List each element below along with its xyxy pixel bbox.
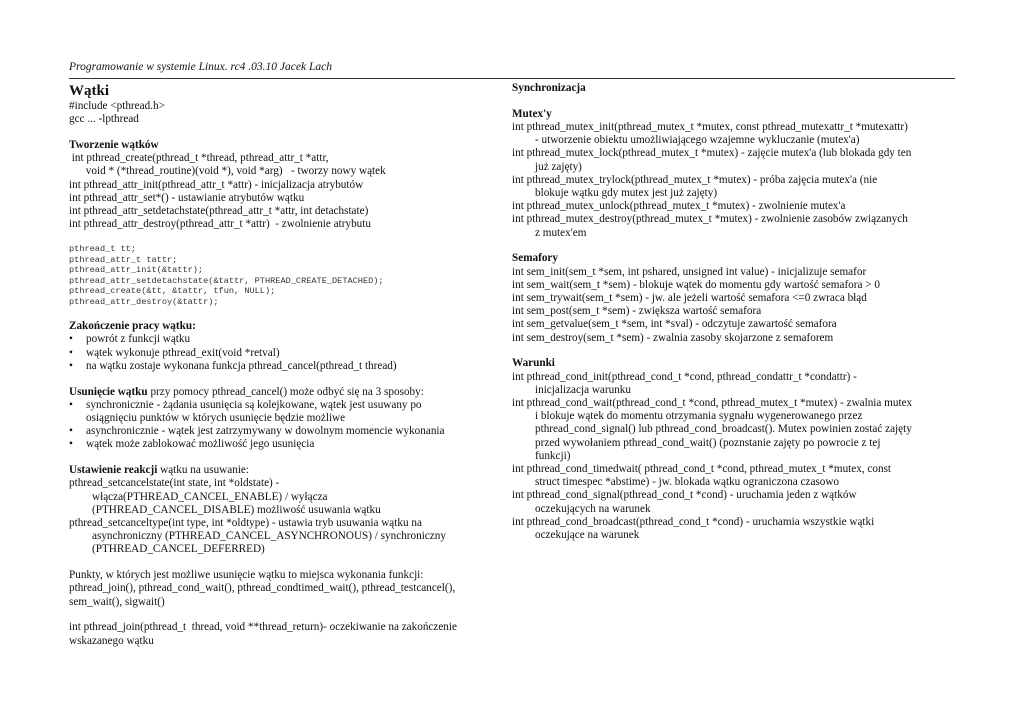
cond-line: int pthread_cond_broadcast(pthread_cond_t *cond) - uruchamia wszystkie wątki bbox=[512, 515, 875, 528]
cond-line: int pthread_cond_timedwait( pthread_cond_t *cond, pthread_mutex_t *mutex, const bbox=[512, 463, 892, 476]
cond-line: struct timespec *abstime) - jw. blokada wątku ograniczona czasowo bbox=[535, 476, 840, 489]
mutex-line: int pthread_mutex_unlock(pthread_mutex_t *mutex) - zwolnienie mutex'a bbox=[512, 200, 846, 213]
semaphore-line: int sem_post(sem_t *sem) - zwiększa wartość semafora bbox=[512, 305, 762, 318]
cancel-points-line: sem_wait(), sigwait() bbox=[69, 595, 165, 608]
creation-line: int pthread_attr_set*() - ustawianie atrybutów wątku bbox=[69, 191, 305, 204]
include-line: #include <pthread.h> bbox=[69, 100, 165, 112]
reaction-line: asynchroniczny (PTHREAD_CANCEL_ASYNCHRONOUS) / synchroniczny bbox=[92, 530, 446, 543]
header-divider bbox=[69, 78, 955, 79]
mutex-line: z mutex'em bbox=[535, 226, 587, 239]
cond-line: int pthread_cond_wait(pthread_cond_t *cond, pthread_mutex_t *mutex) - zwalnia mutex bbox=[512, 397, 913, 410]
semaphore-line: int sem_getvalue(sem_t *sem, int *sval) - odczytuje zawartość semafora bbox=[512, 318, 837, 331]
cond-line: przed wywołaniem pthread_cond_wait() (poznstanie zajęty po powrocie z tej bbox=[535, 436, 881, 449]
sync-heading: Synchronizacja bbox=[512, 82, 586, 94]
semaphore-line: int sem_destroy(sem_t *sem) - zwalnia zasoby skojarzone z semaforem bbox=[512, 331, 834, 344]
mutex-line: int pthread_mutex_trylock(pthread_mutex_t *mutex) - próba zajęcia mutex'a (nie bbox=[512, 173, 878, 186]
semaphores-heading: Semafory bbox=[512, 252, 558, 265]
list-item: • wątek może zablokować możliwość jego usunięcia bbox=[69, 438, 501, 451]
reaction-line: (PTHREAD_CANCEL_DEFERRED) bbox=[92, 543, 265, 556]
list-item: • na wątku zostaje wykonana funkcja pthread_cancel(pthread_t thread) bbox=[69, 360, 501, 373]
code-line: pthread_t tt; bbox=[69, 244, 137, 255]
reaction-line: pthread_setcancelstate(int state, int *oldstate) - bbox=[69, 477, 280, 490]
creation-line: int pthread_attr_destroy(pthread_attr_t *attr) - zwolnienie atrybutu bbox=[69, 218, 371, 231]
code-line: pthread_create(&tt, &tattr, tfun, NULL); bbox=[69, 286, 276, 297]
reaction-line: pthread_setcanceltype(int type, int *oldtype) - ustawia tryb usuwania wątku na bbox=[69, 517, 422, 529]
termination-heading: Zakończenie pracy wątku: bbox=[69, 320, 196, 333]
cond-line: int pthread_cond_init(pthread_cond_t *cond, pthread_condattr_t *condattr) - bbox=[512, 370, 857, 383]
section-title-threads: Wątki bbox=[69, 83, 110, 99]
cond-line: oczekujących na warunek bbox=[535, 502, 651, 515]
mutex-line: int pthread_mutex_lock(pthread_mutex_t *mutex) - zajęcie mutex'a (lub blokada gdy ten bbox=[512, 147, 912, 160]
termination-list bbox=[69, 333, 501, 373]
list-item: • synchronicznie - żądania usunięcia są kolejkowane, wątek jest usuwany po osiągnięciu punktów w których usunięcie będzie możliwe bbox=[69, 399, 501, 425]
creation-heading: Tworzenie wątków bbox=[69, 139, 159, 151]
semaphore-line: int sem_trywait(sem_t *sem) - jw. ale jeżeli wartość semafora <=0 zwraca błąd bbox=[512, 292, 867, 305]
creation-line: int pthread_attr_setdetachstate(pthread_attr_t *attr, int detachstate) bbox=[69, 205, 369, 218]
cond-line: oczekujące na warunek bbox=[535, 529, 640, 542]
semaphore-line: int sem_init(sem_t *sem, int pshared, unsigned int value) - inicjalizuje semafor bbox=[512, 265, 867, 278]
cond-line: funkcji) bbox=[535, 449, 571, 462]
mutex-line: int pthread_mutex_destroy(pthread_mutex_t *mutex) - zwolnienie zasobów związanych bbox=[512, 213, 908, 226]
cond-line: int pthread_cond_signal(pthread_cond_t *cond) - uruchamia jeden z wątków bbox=[512, 489, 857, 502]
code-line: pthread_attr_setdetachstate(&tattr, PTHREAD_CREATE_DETACHED); bbox=[69, 275, 384, 286]
conditions-heading: Warunki bbox=[512, 357, 555, 370]
cancel-heading: Usunięcie wątku przy pomocy pthread_cancel() może odbyć się na 3 sposoby: bbox=[69, 385, 424, 398]
cond-line: i blokuje wątek do momentu otrzymania sygnału wygenerowanego przez bbox=[535, 410, 863, 423]
mutex-line: - utworzenie obiektu umożliwiającego wzajemne wykluczanie (mutex'a) bbox=[535, 134, 860, 147]
left-column bbox=[69, 82, 501, 648]
cancel-points-line: pthread_join(), pthread_cond_wait(), pthread_condtimed_wait(), pthread_testcancel(), bbox=[69, 582, 456, 595]
creation-line: void * (*thread_routine)(void *), void *arg) - tworzy nowy wątek bbox=[69, 165, 386, 178]
join-line: int pthread_join(pthread_t thread, void **thread_return)- oczekiwanie na zakończenie bbox=[69, 621, 457, 634]
cancel-points-line: Punkty, w których jest możliwe usunięcie wątku to miejsca wykonania funkcji: bbox=[69, 569, 424, 582]
cancel-list bbox=[69, 399, 501, 452]
reaction-heading: Ustawienie reakcji wątku na usuwanie: bbox=[69, 464, 249, 477]
cond-line: inicjalizacja warunku bbox=[535, 383, 631, 396]
code-example bbox=[69, 244, 501, 308]
mutex-line: int pthread_mutex_init(pthread_mutex_t *mutex, const pthread_mutexattr_t *mutexattr) bbox=[512, 121, 908, 133]
document-header: Programowanie w systemie Linux. rc4 .03.10 Jacek Lach bbox=[69, 61, 332, 73]
reaction-line: włącza(PTHREAD_CANCEL_ENABLE) / wyłącza bbox=[92, 490, 328, 503]
code-line: pthread_attr_init(&tattr); bbox=[69, 265, 204, 276]
mutex-line: blokuje wątku gdy mutex jest już zajęty) bbox=[535, 187, 718, 200]
cond-line: pthread_cond_signal() lub pthread_cond_broadcast(). Mutex powinien zostać zajęty bbox=[535, 423, 912, 436]
list-item: • wątek wykonuje pthread_exit(void *retval) bbox=[69, 347, 501, 360]
right-column bbox=[512, 82, 957, 542]
creation-line: int pthread_create(pthread_t *thread, pthread_attr_t *attr, bbox=[69, 152, 329, 165]
gcc-line: gcc ... -lpthread bbox=[69, 113, 139, 126]
mutex-heading: Mutex'y bbox=[512, 107, 552, 120]
list-item: • asynchronicznie - wątek jest zatrzymywany w dowolnym momencie wykonania bbox=[69, 425, 501, 438]
reaction-line: (PTHREAD_CANCEL_DISABLE) możliwość usuwania wątku bbox=[92, 503, 381, 516]
creation-line: int pthread_attr_init(pthread_attr_t *attr) - inicjalizacja atrybutów bbox=[69, 178, 364, 191]
list-item: • powrót z funkcji wątku bbox=[69, 333, 501, 346]
mutex-line: już zajęty) bbox=[535, 160, 582, 173]
join-line: wskazanego wątku bbox=[69, 634, 154, 647]
code-line: pthread_attr_t tattr; bbox=[69, 254, 178, 265]
semaphore-line: int sem_wait(sem_t *sem) - blokuje wątek do momentu gdy wartość semafora > 0 bbox=[512, 278, 880, 291]
code-line: pthread_attr_destroy(&tattr); bbox=[69, 296, 219, 307]
